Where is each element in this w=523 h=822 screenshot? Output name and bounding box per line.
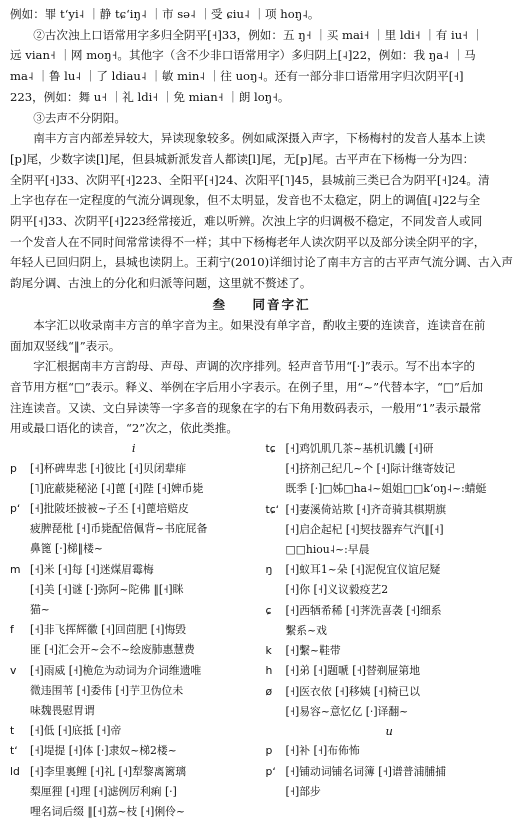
entry-line: [˧]蚁耳1~朵 [˧]泥倪宜仪谊尼疑 bbox=[285, 563, 441, 577]
entry-line: [˧]启企起杞 [˧]契技器弃气汽‖[˧] bbox=[285, 522, 444, 536]
paragraph: ③去声不分阴阳。 bbox=[33, 110, 126, 125]
syllable-entry bbox=[10, 620, 258, 660]
initial-label: pʻ bbox=[10, 501, 21, 515]
entry-line: 梨厘狸 [˧]理 [˧]滤例厉利痢 [·] bbox=[30, 784, 177, 798]
paragraph: 全阴平[˧]33、次阴平[˧]223、全阳平[˧]24、次阳平[˥]45，县城前三类已合为阴平[˧]24。清 bbox=[10, 172, 490, 187]
syllable-entry bbox=[266, 661, 514, 681]
entry-line: [˧]鸡饥肌几茶~基机讥饑 [˧]研 bbox=[285, 442, 434, 456]
paragraph: ma˨ ｜鲁 lu˨ ｜了 ldiau˨ ｜敏 min˨ ｜往 uoŋ˨。还有一部分非口语常用字归次阴平[˧] bbox=[10, 69, 464, 84]
entry-line: [˧]医衣依 [˧]移姨 [˧]椅已以 bbox=[285, 684, 420, 698]
entry-line: [˧]批陂坯披被~子丕 [˧]蓖培赔皮 bbox=[30, 501, 189, 515]
entry-text bbox=[286, 601, 514, 641]
entry-line: [˧]雨威 [˧]桅危为动词为介词维遗唯 bbox=[30, 663, 202, 677]
entry-line: 繫系~戏 bbox=[285, 623, 327, 637]
entry-line: [˧]堤提 [˧]体 [·]隶奴~梯2楼~ bbox=[30, 744, 177, 758]
entry-text bbox=[286, 560, 514, 600]
syllable-entry bbox=[10, 762, 258, 822]
final-heading: i bbox=[131, 441, 136, 456]
initial-label: ŋ bbox=[265, 563, 273, 577]
entry-line: [˧]铺动词铺名词簿 [˧]谱普浦脯捕 bbox=[285, 764, 446, 778]
paragraph: 远 vian˧ ｜网 moŋ˧。其他字（含不少非口语常用字）多归阴上[˨]22，例如：我 ŋa˨ ｜马 bbox=[10, 48, 476, 63]
paragraph: 一个发音人在不同时间常常读得不一样；其中下杨梅老年人读次阴平以及部分读全阴平的字， bbox=[10, 234, 486, 249]
left-column bbox=[10, 439, 258, 822]
entry-text bbox=[286, 500, 514, 561]
initial-label: tɕʻ bbox=[265, 502, 280, 516]
initial-label: ɕ bbox=[265, 603, 272, 617]
paragraph: 面加双竖线“‖”表示。 bbox=[10, 338, 121, 353]
initial-label: tɕ bbox=[265, 442, 276, 456]
entry-line: 匪 [˧]汇会开~会不~绘废肺惠慧费 bbox=[30, 643, 195, 657]
syllable-entry bbox=[266, 682, 514, 722]
entry-text bbox=[30, 741, 258, 761]
entry-line: [˧]米 [˧]每 [˧]迷煤眉霉梅 bbox=[30, 562, 154, 576]
initial-label: h bbox=[265, 664, 273, 678]
initial-label: tʻ bbox=[10, 744, 18, 758]
entry-line: [˧]易容~意忆亿 [·]译翻~ bbox=[285, 704, 409, 718]
paragraph: 223，例如：舞 u˧ ｜礼 ldi˧ ｜免 mian˧ ｜朗 loŋ˧。 bbox=[10, 89, 290, 104]
entry-text bbox=[286, 682, 514, 722]
entry-line: [˧]你 [˧]义议毅疫艺2 bbox=[285, 583, 389, 597]
paragraph: 字汇根据南丰方言韵母、声母、声调的次序排列。轻声音节用“[·]”表示。写不出本字的 bbox=[33, 359, 476, 374]
paragraph: 上字也存在一定程度的气流分调现象，但不太明显，发音也不太稳定，阴上的调值[˨]22与全 bbox=[10, 193, 481, 208]
entry-line: 鼻篦 [·]梯‖楼~ bbox=[30, 542, 103, 556]
paragraph: [p]尾，少数字读[l]尾，但县城新派发音人都读[l]尾，无[p]尾。古平声在下杨梅一分为四： bbox=[10, 151, 475, 166]
entry-text bbox=[30, 762, 258, 822]
entry-line: □□hiou˨~:早晨 bbox=[285, 543, 370, 557]
right-column bbox=[266, 439, 514, 822]
entry-line: [˧]繫~鞋带 bbox=[285, 644, 341, 658]
initial-label: t bbox=[10, 724, 15, 738]
entry-text bbox=[30, 560, 258, 621]
entry-text bbox=[30, 459, 258, 499]
initial-label: ld bbox=[10, 764, 20, 778]
paragraph: 本字汇以收录南丰方言的单字音为主。如果没有单字音，酌收主要的连读音，连读音在前 bbox=[33, 317, 486, 332]
entry-line: [˧]补 [˧]布佈怖 bbox=[285, 744, 360, 758]
paragraph: ②古次浊上口语常用字多归全阴平[˧]33，例如：五 ŋ˧ ｜买 mai˧ ｜里 ldi˧ ｜有 iu˧ ｜ bbox=[33, 27, 484, 42]
paragraph: 用或最口语化的读音，“2”次之，依此类推。 bbox=[10, 421, 238, 436]
initial-label: p bbox=[10, 461, 17, 475]
entry-line: 味魏畏慰胃谓 bbox=[30, 704, 95, 717]
entry-line: [˧]弟 [˧]题嗁 [˧]替剃屉第地 bbox=[285, 664, 420, 678]
initial-label: m bbox=[10, 562, 21, 576]
syllable-entry bbox=[266, 439, 514, 500]
initial-label: pʻ bbox=[265, 764, 276, 778]
syllable-entry bbox=[266, 741, 514, 761]
syllable-entry bbox=[266, 560, 514, 600]
entry-line: [˧]西牺希稀 [˧]荠洗喜袭 [˧]细系 bbox=[285, 603, 442, 617]
syllable-entry bbox=[266, 641, 514, 661]
initial-label: k bbox=[265, 644, 272, 658]
entry-text bbox=[286, 641, 514, 661]
intro-section bbox=[10, 4, 513, 294]
paragraph: 音节用方框“□”表示。释义、举例在字后用小字表示。在例子里，用“~”代替本字，“□”后加 bbox=[10, 379, 483, 394]
section-title bbox=[10, 294, 513, 315]
entry-line: [˧]挤剂己纪几~个 [˧]际计继寄妓记 bbox=[285, 462, 456, 476]
entry-text bbox=[286, 661, 514, 681]
entry-line: [˧]部步 bbox=[285, 784, 321, 798]
paragraph: 南丰方言内部差异较大，异读现象较多。例如咸深摄入声字，下杨梅村的发音人基本上读 bbox=[33, 131, 486, 146]
entry-line: 微违围苇 [˧]委伟 [˧]芋卫伪位未 bbox=[30, 683, 184, 697]
entry-line: [˧]美 [˧]谜 [·]弥阿~陀佛 ‖[˧]眯 bbox=[30, 582, 184, 596]
initial-label: ø bbox=[265, 684, 273, 698]
syllable-entry bbox=[266, 601, 514, 641]
section-intro bbox=[10, 315, 513, 439]
syllable-entry bbox=[10, 661, 258, 722]
entry-line: [˧]妻溪倚站欺 [˧]齐奇骑其棋期旗 bbox=[285, 502, 446, 516]
syllable-entry bbox=[10, 741, 258, 761]
entry-text bbox=[286, 741, 514, 761]
entry-line: 猫~ bbox=[30, 602, 50, 616]
entry-text bbox=[30, 721, 258, 741]
entry-line: [˥]庇蔽毙秘泌 [˨]蓖 [˧]陛 [˧]婢币毙 bbox=[30, 481, 204, 495]
section-number: 叁 bbox=[212, 296, 228, 312]
syllable-entry bbox=[10, 459, 258, 499]
initial-label: v bbox=[10, 663, 17, 677]
section-heading: 同音字汇 bbox=[252, 296, 311, 312]
entry-line: [˧]杯碑卑悲 [˧]彼比 [˧]贝闭辈痱 bbox=[30, 461, 187, 475]
initial-label: f bbox=[10, 623, 14, 637]
syllable-entry bbox=[10, 499, 258, 560]
entry-line: [˧]非飞挥辉徽 [˧]回茴肥 [˧]悔毁 bbox=[30, 623, 187, 637]
paragraph: 年轻人已回归阴上，县城也读阴上。王莉宁(2010)详细讨论了南丰方言的古平声气流分调、古入声韵尾分调、古浊上的分化和归派等问题，这里就不赘述了。 bbox=[10, 255, 513, 291]
entry-line: 疲脾琵枇 [˧]币毙配倍佩背~书庇屁备 bbox=[30, 522, 208, 536]
entry-line: 既季 [·]□姊□ha˨~姐姐□□kʻoŋ˨~:蜻蜓 bbox=[285, 482, 487, 496]
syllable-entry bbox=[10, 560, 258, 621]
initial-label: p bbox=[265, 744, 273, 758]
syllabary-table bbox=[10, 439, 513, 822]
syllable-entry bbox=[266, 500, 514, 561]
entry-text bbox=[30, 661, 258, 722]
entry-text bbox=[30, 620, 258, 660]
paragraph: 例如：罪 tʻyi˨ ｜静 tɕʻiŋ˨ ｜市 sə˨ ｜受 ɕiu˨ ｜项 hoŋ˨。 bbox=[10, 7, 320, 21]
entry-line: 哩名词后缀 ‖[˧]荔~枝 [˧]俐伶~ bbox=[30, 805, 186, 819]
entry-text bbox=[286, 439, 514, 500]
final-heading: u bbox=[385, 723, 393, 738]
entry-line: [˧]低 [˧]底抵 [˧]帝 bbox=[30, 724, 122, 738]
syllable-entry bbox=[266, 762, 514, 802]
paragraph: 注连读音。又读、文白异读等一字多音的现象在字的右下角用数码表示，一般用“1”表示最常 bbox=[10, 400, 482, 415]
paragraph: 阴平[˧]33、次阴平[˧]223经常接近，难以听辨。次浊上字的归调极不稳定，不同发音人或同 bbox=[10, 214, 483, 229]
entry-line: [˧]李里裏鲤 [˧]礼 [˧]犁黎离篱璃 bbox=[30, 764, 187, 778]
entry-text bbox=[286, 762, 514, 802]
entry-text bbox=[30, 499, 258, 560]
syllable-entry bbox=[10, 721, 258, 741]
